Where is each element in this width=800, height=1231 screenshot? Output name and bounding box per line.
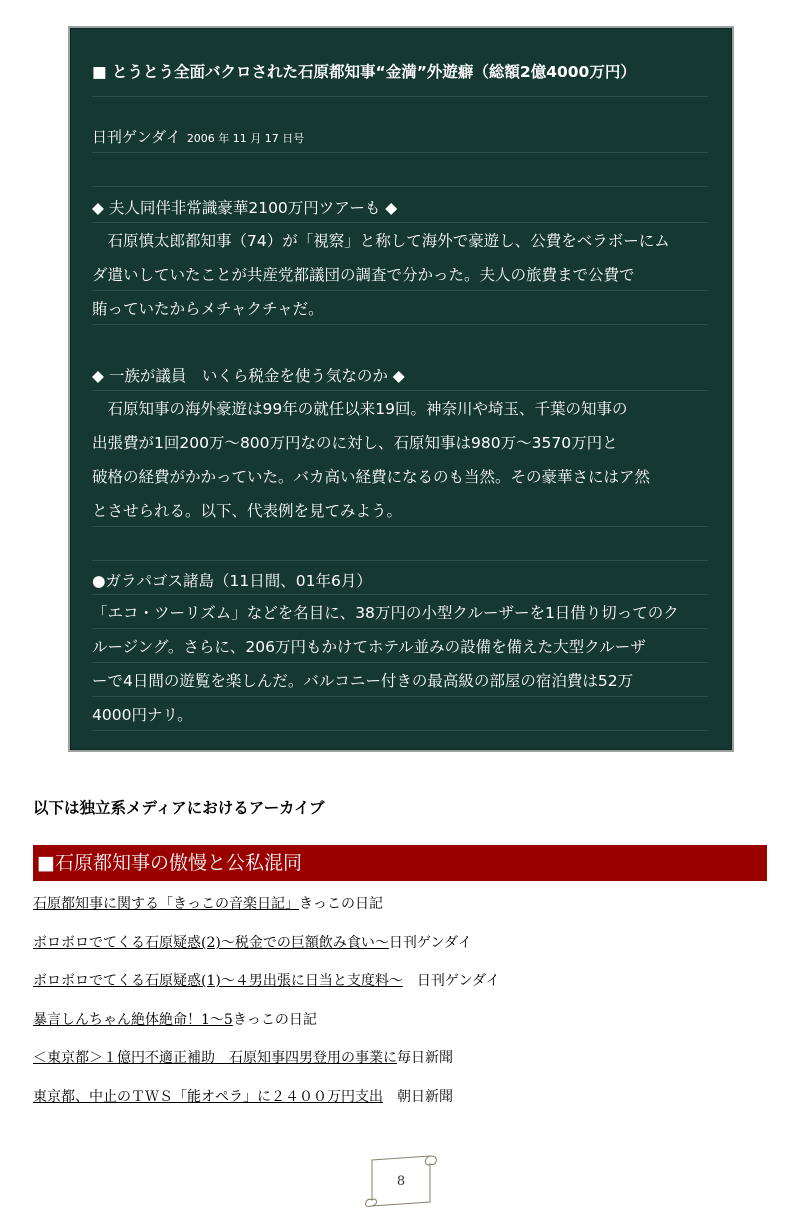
section-heading: ◆ 夫人同伴非常識豪華2100万円ツアーも ◆ xyxy=(92,199,398,217)
body-line: 「エコ・ツーリズム」などを名目に、38万円の小型クルーザーを1日借り切ってのク xyxy=(92,604,679,622)
article-panel xyxy=(68,26,734,752)
section-heading: ◆ 一族が議員 いくら税金を使う気なのか ◆ xyxy=(92,367,405,385)
section-heading: ●ガラパゴス諸島（11日間、01年6月） xyxy=(92,572,372,590)
article-title: ■ とうとう全面バクロされた石原都知事“金満”外遊癖（総額2億4000万円） xyxy=(92,63,636,81)
body-line: 石原慎太郎都知事（74）が「視察」と称して海外で豪遊し、公費をベラボーにム xyxy=(92,232,670,250)
divider xyxy=(92,390,708,391)
archive-link[interactable]: 東京都、中止のＴＷＳ「能オペラ」に２４００万円支出 xyxy=(33,1089,383,1105)
body-line: ルージング。さらに、206万円もかけてホテル並みの設備を備えた大型クルーザ xyxy=(92,638,646,656)
section-body xyxy=(92,392,716,528)
divider xyxy=(92,290,708,291)
list-item xyxy=(33,1047,453,1067)
body-line: 賄っていたからメチャクチャだ。 xyxy=(92,300,324,318)
link-source: きっこの日記 xyxy=(232,1012,317,1028)
page-number-scroll xyxy=(360,1152,442,1212)
body-line: 4000円ナリ。 xyxy=(92,706,193,724)
page-number: 8 xyxy=(396,1174,406,1189)
link-source: 日刊ゲンダイ xyxy=(388,935,472,951)
divider xyxy=(92,526,708,527)
link-source: 朝日新聞 xyxy=(383,1089,453,1105)
divider xyxy=(92,222,708,223)
divider xyxy=(92,594,708,595)
divider xyxy=(92,662,708,663)
section-body xyxy=(92,224,716,326)
divider xyxy=(92,186,708,187)
divider xyxy=(92,152,708,153)
archive-link[interactable]: ＜東京都＞１億円不適正補助 石原知事四男登用の事業に xyxy=(33,1050,397,1066)
body-line: ダ遣いしていたことが共産党都議団の調査で分かった。夫人の旅費まで公費で xyxy=(92,266,635,284)
archive-link[interactable]: 暴言しんちゃん絶体絶命！1～5 xyxy=(33,1012,233,1028)
list-item xyxy=(33,1009,317,1029)
link-source: 日刊ゲンダイ xyxy=(402,973,500,989)
list-item xyxy=(33,932,472,952)
archive-link[interactable]: ボロボロでてくる石原疑惑(1)～４男出張に日当と支度料～ xyxy=(33,973,403,989)
source-name: 日刊ゲンダイ xyxy=(92,128,181,146)
article-source xyxy=(92,126,712,147)
section-body xyxy=(92,596,716,732)
body-line: 破格の経費がかかっていた。バカ高い経費になるのも当然。その豪華さにはア然 xyxy=(92,468,651,486)
divider xyxy=(92,730,708,731)
divider xyxy=(92,96,708,97)
list-item xyxy=(33,1086,453,1106)
section-banner: ■石原都知事の傲慢と公私混同 xyxy=(33,845,767,881)
body-line: 石原知事の海外豪遊は99年の就任以来19回。神奈川や埼玉、千葉の知事の xyxy=(92,400,628,418)
link-source: きっこの日記 xyxy=(299,896,383,912)
list-item xyxy=(33,893,383,913)
article-date: 2006 年 11 月 17 日号 xyxy=(186,132,305,145)
divider xyxy=(92,560,708,561)
archive-intro: 以下は独立系メディアにおけるアーカイブ xyxy=(33,799,325,817)
divider xyxy=(92,696,708,697)
divider xyxy=(92,324,708,325)
body-line: ーで4日間の遊覧を楽しんだ。バルコニー付きの最高級の部屋の宿泊費は52万 xyxy=(92,672,634,690)
divider xyxy=(92,628,708,629)
link-source: 毎日新聞 xyxy=(397,1050,453,1066)
list-item xyxy=(33,970,500,990)
body-line: 出張費が1回200万～800万円なのに対し、石原知事は980万～3570万円と xyxy=(92,434,618,452)
archive-link[interactable]: 石原都知事に関する「きっこの音楽日記」 xyxy=(33,896,299,912)
body-line: とさせられる。以下、代表例を見てみよう。 xyxy=(92,502,403,520)
archive-link[interactable]: ボロボロでてくる石原疑惑(2)～税金での巨額飲み食い～ xyxy=(33,935,389,951)
